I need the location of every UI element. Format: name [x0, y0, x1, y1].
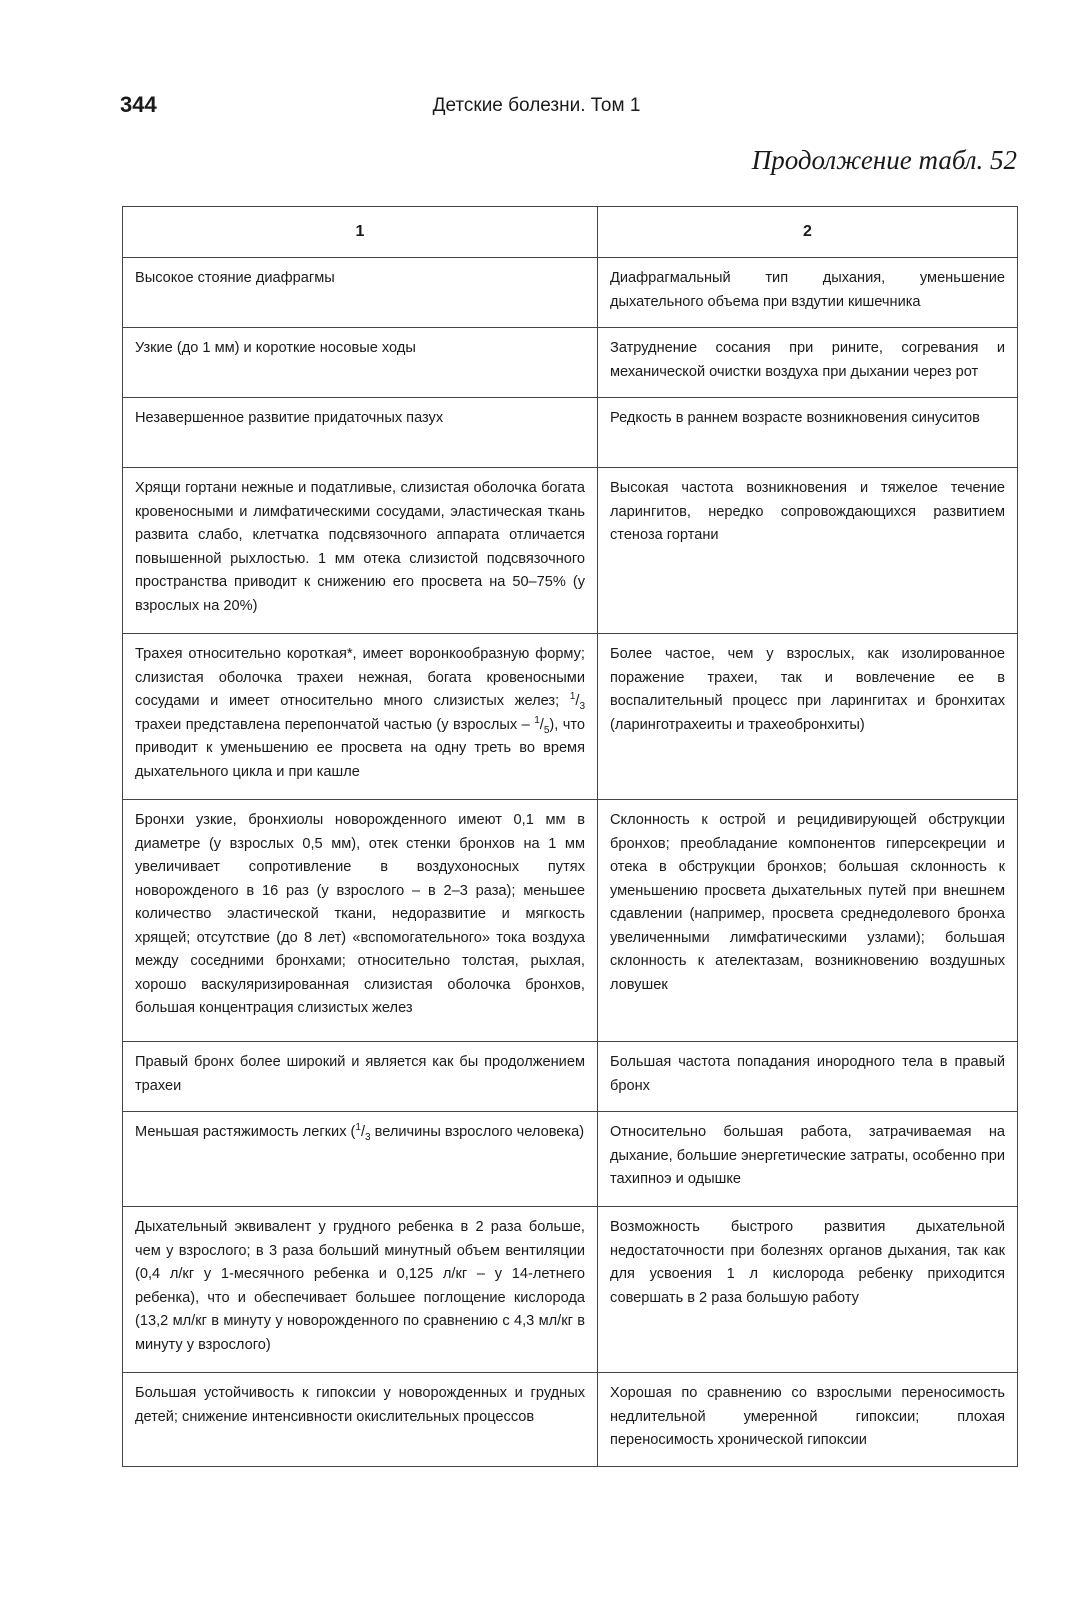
feature-cell: Большая устойчивость к гипоксии у новорожденных и грудных детей; снижение интенсивности окислительных процессов [123, 1373, 598, 1467]
table-row [123, 258, 1018, 328]
table-row [123, 1207, 1018, 1373]
table-row [123, 468, 1018, 634]
consequence-cell: Возможность быстрого развития дыхательной недостаточности при болезнях органов дыхания, так как для усвоения 1 л кислорода ребенку приходится совершать в 2 раза большую работу [598, 1207, 1018, 1373]
table-row [123, 800, 1018, 1042]
table-row [123, 1112, 1018, 1207]
feature-cell: Трахея относительно короткая*, имеет воронкообразную форму; слизистая оболочка трахеи нежная, богата кровеносными сосудами и имеет относительно много слизистых желез; $^1/_3$ трахеи представлена перепончатой частью (у взрослых – $^1/_5$), что приводит к уменьшению ее просвета на одну треть во время дыхательного цикла и при кашле [123, 634, 598, 800]
feature-cell: Узкие (до 1 мм) и короткие носовые ходы [123, 328, 598, 398]
feature-cell: Бронхи узкие, бронхиолы новорожденного имеют 0,1 мм в диаметре (у взрослых 0,5 мм), отек стенки бронхов на 1 мм увеличивает сопротивление в воздухоносных путях новорожденого в 16 раз (у взрослого – в 2–3 раза); меньшее количество эластической ткани, недоразвитие и мягкость хрящей; отсутствие (до 8 лет) «вспомогательного» тока воздуха между соседними бронхами; относительно толстая, рыхлая, хорошо васкуляризированная слизистая оболочка бронхов, большая концентрация слизистых желез [123, 800, 598, 1042]
feature-cell: Правый бронх более широкий и является как бы продолжением трахеи [123, 1042, 598, 1112]
consequence-cell: Редкость в раннем возрасте возникновения синуситов [598, 398, 1018, 468]
column-header-1: 1 [123, 207, 598, 258]
consequence-cell: Склонность к острой и рецидивирующей обструкции бронхов; преобладание компонентов гиперсекреции и отека в обструкции бронхов; большая склонность к уменьшению просвета дыхательных путей при внешнем сдавлении (например, просвета среднедолевого бронха увеличенными лимфатическими узлами); большая склонность к ателектазам, возникновению воздушных ловушек [598, 800, 1018, 1042]
table-row [123, 328, 1018, 398]
consequence-cell: Высокая частота возникновения и тяжелое течение ларингитов, нередко сопровождающихся развитием стеноза гортани [598, 468, 1018, 634]
consequence-cell: Большая частота попадания инородного тела в правый бронх [598, 1042, 1018, 1112]
feature-cell: Незавершенное развитие придаточных пазух [123, 398, 598, 468]
table-row [123, 398, 1018, 468]
consequence-cell: Более частое, чем у взрослых, как изолированное поражение трахеи, так и вовлечение ее в воспалительный процесс при ларингитах и бронхитах (ларинготрахеиты и трахеобронхиты) [598, 634, 1018, 800]
consequence-cell: Диафрагмальный тип дыхания, уменьшение дыхательного объема при вздутии кишечника [598, 258, 1018, 328]
table-continuation-caption: Продолжение табл. 52 [751, 145, 1017, 175]
column-header-2: 2 [598, 207, 1018, 258]
table-header-row [123, 207, 1018, 258]
consequence-cell: Хорошая по сравнению со взрослыми переносимость недлительной умеренной гипоксии; плохая переносимость хронической гипоксии [598, 1373, 1018, 1467]
feature-cell: Меньшая растяжимость легких ($^1/_3$ величины взрослого человека) [123, 1112, 598, 1207]
comparison-table [122, 206, 1018, 1467]
running-title: Детские болезни. Том 1 [432, 95, 641, 116]
table-row [123, 1042, 1018, 1112]
consequence-cell: Затруднение сосания при рините, согревания и механической очистки воздуха при дыхании через рот [598, 328, 1018, 398]
feature-cell: Дыхательный эквивалент у грудного ребенка в 2 раза больше, чем у взрослого; в 3 раза больший минутный объем вентиляции (0,4 л/кг у 1-месячного ребенка и 0,125 л/кг – у 14-летнего ребенка), что и обеспечивает большее поглощение кислорода (13,2 мл/кг в минуту у новорожденного по сравнению с 4,3 мл/кг в минуту у взрослого) [123, 1207, 598, 1373]
feature-cell: Высокое стояние диафрагмы [123, 258, 598, 328]
consequence-cell: Относительно большая работа, затрачиваемая на дыхание, большие энергетические затраты, особенно при тахипноэ и одышке [598, 1112, 1018, 1207]
feature-cell: Хрящи гортани нежные и податливые, слизистая оболочка богата кровеносными и лимфатическими сосудами, эластическая ткань развита слабо, клетчатка подсвязочного аппарата отличается повышенной рыхлостью. 1 мм отека слизистой подсвязочного пространства приводит к снижению его просвета на 50–75% (у взрослых на 20%) [123, 468, 598, 634]
page-number: 344 [120, 92, 157, 117]
table-row [123, 1373, 1018, 1467]
table-row [123, 634, 1018, 800]
